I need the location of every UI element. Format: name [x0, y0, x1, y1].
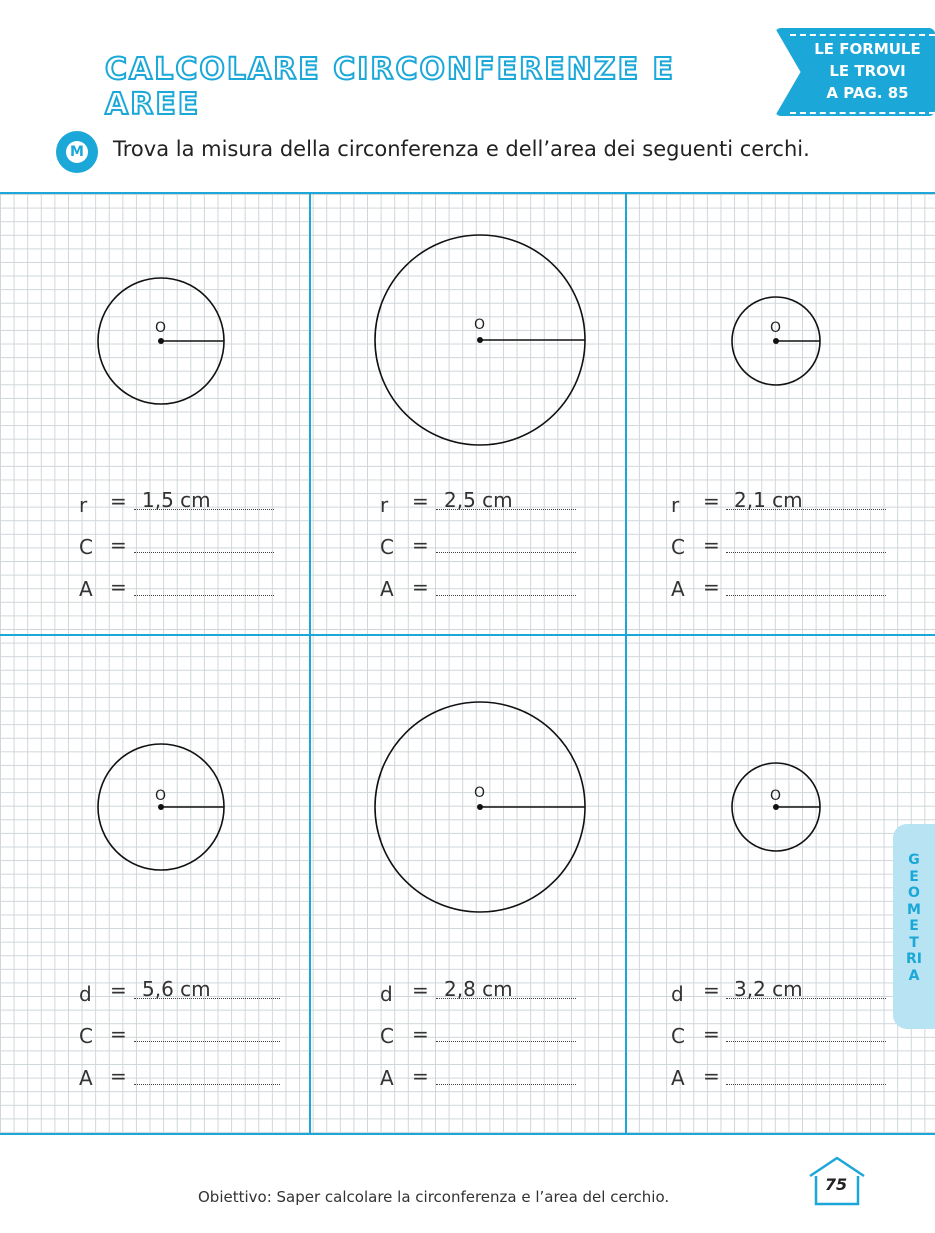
footer-objective: Obiettivo: Saper calcolare la circonferenza e l’area del cerchio. — [198, 1188, 670, 1206]
circumference-label: C — [79, 1024, 93, 1048]
ribbon-line-1: LE FORMULE — [814, 40, 921, 58]
equals-sign: = — [703, 1064, 720, 1088]
equals-sign: = — [703, 978, 720, 1002]
area-answer-line[interactable] — [134, 1065, 280, 1085]
page-number: 75 — [824, 1175, 848, 1194]
circumference-label: C — [671, 1024, 685, 1048]
circumference-answer-line[interactable] — [134, 533, 274, 553]
center-label: O — [155, 788, 167, 804]
area-answer-line[interactable] — [134, 576, 274, 596]
equals-sign: = — [110, 978, 127, 1002]
diameter-value: 2,8 cm — [436, 979, 576, 999]
equals-sign: = — [412, 489, 429, 513]
equals-sign: = — [412, 533, 429, 557]
equals-sign: = — [412, 1064, 429, 1088]
radius-label: r — [380, 493, 389, 517]
equals-sign: = — [703, 533, 720, 557]
circumference-label: C — [671, 535, 685, 559]
ribbon-line-2: LE TROVI — [829, 62, 906, 80]
equals-sign: = — [110, 533, 127, 557]
diameter-label: d — [79, 982, 92, 1006]
circumference-label: C — [79, 535, 93, 559]
circumference-label: C — [380, 535, 394, 559]
equals-sign: = — [110, 1064, 127, 1088]
equals-sign: = — [412, 978, 429, 1002]
equals-sign: = — [412, 1022, 429, 1046]
radius-label: r — [79, 493, 88, 517]
center-label: O — [155, 320, 167, 336]
circle-6 — [732, 763, 820, 851]
area-answer-line[interactable] — [726, 576, 886, 596]
area-label: A — [380, 577, 394, 601]
center-label: O — [770, 320, 782, 336]
circumference-answer-line[interactable] — [436, 1022, 576, 1042]
side-tab-label: GEOMETRIA — [906, 852, 922, 984]
radius-label: r — [671, 493, 680, 517]
area-label: A — [380, 1066, 394, 1090]
circle-2 — [375, 235, 585, 445]
circumference-answer-line[interactable] — [726, 1022, 886, 1042]
circumference-label: C — [380, 1024, 394, 1048]
area-answer-line[interactable] — [436, 576, 576, 596]
area-label: A — [79, 577, 93, 601]
area-label: A — [79, 1066, 93, 1090]
ribbon-line-3: A PAG. 85 — [826, 84, 909, 102]
equals-sign: = — [412, 575, 429, 599]
circle-4 — [98, 744, 224, 870]
instruction-text: Trova la misura della circonferenza e dell’area dei seguenti cerchi. — [113, 137, 810, 161]
badge-letter: M — [66, 141, 88, 163]
area-label: A — [671, 577, 685, 601]
center-label: O — [770, 788, 782, 804]
equals-sign: = — [110, 575, 127, 599]
page-title: CALCOLARE CIRCONFERENZE E AREE — [105, 52, 676, 122]
diameter-label: d — [380, 982, 393, 1006]
circumference-answer-line[interactable] — [436, 533, 576, 553]
equals-sign: = — [110, 489, 127, 513]
circumference-answer-line[interactable] — [726, 533, 886, 553]
area-answer-line[interactable] — [436, 1065, 576, 1085]
diameter-value: 3,2 cm — [726, 979, 886, 999]
diameter-value: 5,6 cm — [134, 979, 280, 999]
circumference-answer-line[interactable] — [134, 1022, 280, 1042]
equals-sign: = — [110, 1022, 127, 1046]
diameter-label: d — [671, 982, 684, 1006]
circle-5 — [375, 702, 585, 912]
center-label: O — [474, 785, 486, 801]
area-label: A — [671, 1066, 685, 1090]
equals-sign: = — [703, 1022, 720, 1046]
area-answer-line[interactable] — [726, 1065, 886, 1085]
circle-3 — [732, 297, 820, 385]
center-label: O — [474, 317, 486, 333]
equals-sign: = — [703, 575, 720, 599]
radius-value: 2,1 cm — [726, 490, 886, 510]
radius-value: 2,5 cm — [436, 490, 576, 510]
radius-value: 1,5 cm — [134, 490, 274, 510]
equals-sign: = — [703, 489, 720, 513]
circle-1 — [98, 278, 224, 404]
